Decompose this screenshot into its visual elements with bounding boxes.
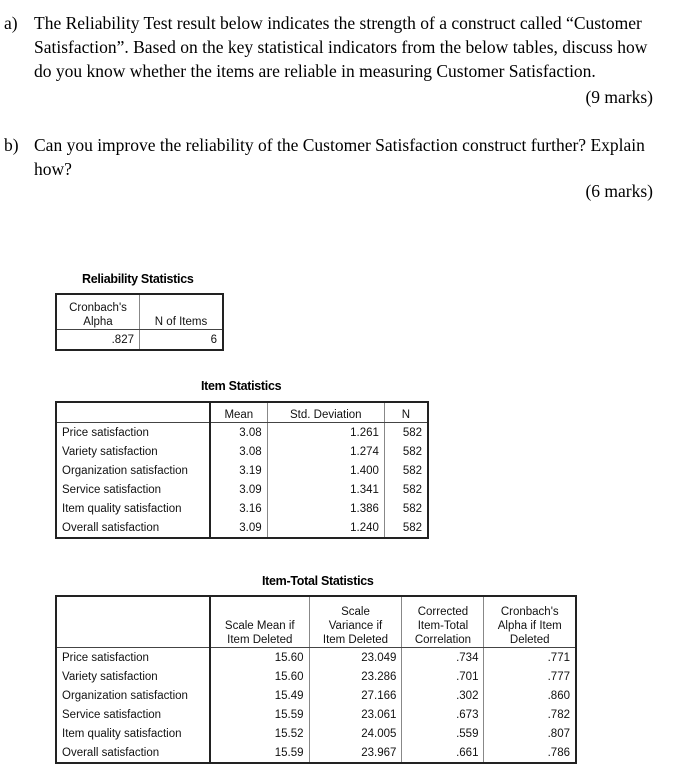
item-total-title: Item-Total Statistics — [262, 574, 374, 588]
n-cell: 582 — [402, 521, 422, 534]
scale-variance-cell: 23.286 — [309, 667, 402, 686]
scale-variance-cell: 23.049 — [309, 648, 402, 668]
row-label: Variety satisfaction — [56, 442, 210, 461]
scale-variance-cell: 23.061 — [309, 705, 402, 724]
correlation-cell: .302 — [402, 686, 484, 705]
item-stats-header-n: N — [384, 402, 428, 423]
row-label: Organization satisfaction — [56, 461, 210, 480]
std-deviation-cell: 1.386 — [267, 499, 384, 518]
table-row — [56, 461, 428, 480]
n-cell: 582 — [402, 426, 422, 439]
table-row — [56, 705, 576, 724]
row-label: Price satisfaction — [56, 423, 210, 443]
header-line: Correlation — [414, 634, 472, 646]
scale-variance-header — [309, 596, 402, 648]
reliability-value-alpha: .827 — [56, 330, 140, 351]
n-cell: 582 — [402, 464, 422, 477]
header-line: Variance if — [328, 620, 383, 632]
table-row — [56, 724, 576, 743]
item-stats-table — [55, 401, 429, 539]
alpha-if-deleted-cell: .807 — [547, 727, 570, 740]
correlation-cell: .673 — [402, 705, 484, 724]
table-row — [56, 648, 576, 668]
row-label: Item quality satisfaction — [56, 499, 210, 518]
std-deviation-cell: 1.341 — [267, 480, 384, 499]
scale-variance-cell: 23.967 — [309, 743, 402, 763]
reliability-value-n: 6 — [210, 333, 217, 346]
table-row — [56, 667, 576, 686]
item-total-table — [55, 595, 577, 764]
row-label: Overall satisfaction — [56, 743, 210, 763]
std-deviation-cell: 1.240 — [267, 518, 384, 538]
question-a-label: a) — [4, 13, 18, 33]
alpha-if-deleted-cell: .777 — [547, 670, 570, 683]
mean-cell: 3.16 — [210, 499, 267, 518]
scale-mean-cell: 15.59 — [210, 743, 309, 763]
table-row — [56, 499, 428, 518]
correlation-cell: .734 — [402, 648, 484, 668]
item-stats-header-blank — [56, 402, 210, 423]
row-label: Item quality satisfaction — [56, 724, 210, 743]
n-cell: 582 — [402, 483, 422, 496]
question-b-text: Can you improve the reliability of the Customer Satisfaction construct further? Explain how? — [34, 135, 645, 179]
header-line: Cronbach's — [500, 606, 559, 618]
alpha-if-deleted-cell: .782 — [547, 708, 570, 721]
correlation-cell: .559 — [402, 724, 484, 743]
scale-mean-cell: 15.60 — [210, 667, 309, 686]
table-row — [56, 743, 576, 763]
scale-mean-cell: 15.52 — [210, 724, 309, 743]
question-a-marks: (9 marks) — [585, 87, 653, 107]
reliability-header-n: N of Items — [140, 294, 224, 330]
reliability-title: Reliability Statistics — [82, 272, 194, 286]
header-line: Scale Mean if — [224, 620, 295, 632]
header-line: Scale — [341, 606, 370, 618]
mean-cell: 3.08 — [210, 442, 267, 461]
corrected-correlation-header — [402, 596, 484, 648]
scale-mean-cell: 15.49 — [210, 686, 309, 705]
alpha-if-deleted-header — [484, 596, 576, 648]
header-line: Corrected — [417, 606, 469, 618]
item-stats-header-sd: Std. Deviation — [267, 402, 384, 423]
correlation-cell: .661 — [402, 743, 484, 763]
table-row — [56, 423, 428, 443]
scale-mean-cell: 15.60 — [210, 648, 309, 668]
table-row — [56, 518, 428, 538]
header-line: Item Deleted — [227, 634, 293, 646]
item-stats-title: Item Statistics — [201, 379, 282, 393]
correlation-cell: .701 — [402, 667, 484, 686]
header-line: Item-Total — [417, 620, 469, 632]
row-label: Variety satisfaction — [56, 667, 210, 686]
table-row — [56, 480, 428, 499]
row-label: Service satisfaction — [56, 480, 210, 499]
row-label: Price satisfaction — [56, 648, 210, 668]
scale-variance-cell: 24.005 — [309, 724, 402, 743]
row-label: Service satisfaction — [56, 705, 210, 724]
mean-cell: 3.09 — [210, 480, 267, 499]
question-a-text: The Reliability Test result below indicates the strength of a construct called “Customer Satisfaction”. Based on the key statistical indicators from the below tables, discuss how do you know whether the items are reliable in measuring Customer Satisfaction. — [34, 13, 648, 81]
scale-mean-header — [210, 596, 309, 648]
question-b-label: b) — [4, 135, 19, 155]
std-deviation-cell: 1.400 — [267, 461, 384, 480]
header-line: Alpha if Item — [497, 620, 562, 632]
std-deviation-cell: 1.274 — [267, 442, 384, 461]
n-cell: 582 — [402, 502, 422, 515]
table-row — [56, 686, 576, 705]
scale-mean-cell: 15.59 — [210, 705, 309, 724]
header-line: Deleted — [509, 634, 550, 646]
scale-variance-cell: 27.166 — [309, 686, 402, 705]
row-label: Organization satisfaction — [56, 686, 210, 705]
row-label: Overall satisfaction — [56, 518, 210, 538]
header-line: Item Deleted — [322, 634, 389, 646]
mean-cell: 3.09 — [210, 518, 267, 538]
alpha-if-deleted-cell: .786 — [547, 746, 570, 759]
item-stats-header-mean: Mean — [210, 402, 267, 423]
mean-cell: 3.08 — [210, 423, 267, 443]
n-cell: 582 — [402, 445, 422, 458]
mean-cell: 3.19 — [210, 461, 267, 480]
reliability-header-alpha: Cronbach's Alpha — [56, 294, 140, 330]
alpha-if-deleted-cell: .860 — [547, 689, 570, 702]
question-b-marks: (6 marks) — [585, 181, 653, 201]
alpha-if-deleted-cell: .771 — [547, 651, 570, 664]
std-deviation-cell: 1.261 — [267, 423, 384, 443]
reliability-table — [55, 293, 224, 351]
table-row — [56, 442, 428, 461]
item-total-header-blank — [56, 596, 210, 648]
